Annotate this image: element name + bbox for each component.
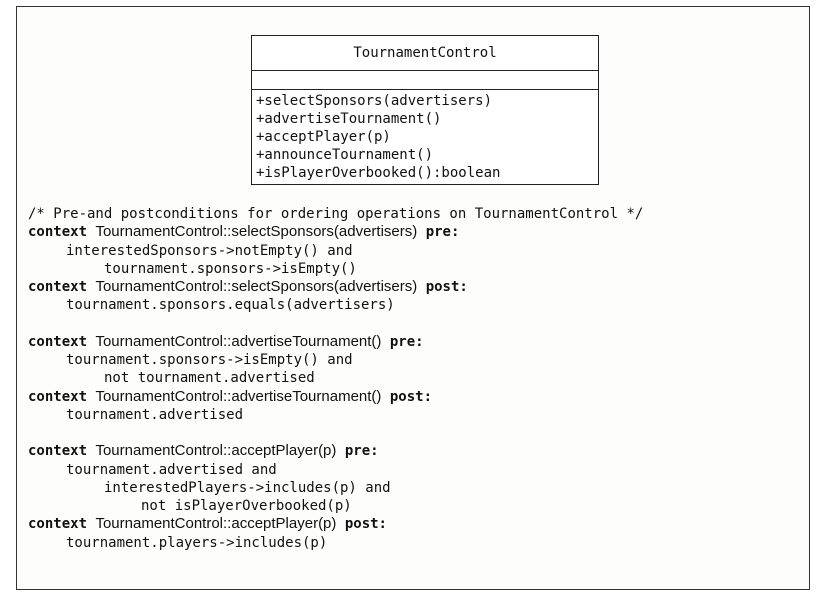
ocl-expression: tournament.sponsors->isEmpty() [104,260,357,277]
context-signature: TournamentControl::acceptPlayer(p) [95,515,337,533]
context-keyword: context [28,516,88,533]
ocl-postcondition-header [28,388,798,406]
ocl-expression: not isPlayerOverbooked(p) [141,498,352,515]
context-signature: TournamentControl::acceptPlayer(p) [95,442,337,460]
ocl-comment: /* Pre-and postconditions for ordering operations on TournamentControl */ [28,206,644,222]
ocl-code-block [28,205,798,552]
section-gap [28,424,798,442]
context-keyword: context [28,333,88,350]
ocl-expression: tournament.sponsors->isEmpty() and [66,352,353,369]
section-gap [28,315,798,333]
ocl-expression: interestedPlayers->includes(p) and [104,479,391,496]
ocl-precondition-header [28,442,798,460]
ocl-expression: tournament.players->includes(p) [66,534,328,551]
pre-keyword: pre: [425,224,460,241]
uml-operation: +selectSponsors(advertisers) [256,93,493,109]
pre-keyword: pre: [389,333,424,350]
ocl-expression: tournament.advertised and [66,461,277,478]
ocl-postcondition-header [28,278,798,296]
context-keyword: context [28,279,88,296]
ocl-expression: not tournament.advertised [104,370,315,387]
ocl-postcondition-header [28,515,798,533]
ocl-expression: tournament.sponsors.equals(advertisers) [66,297,395,314]
uml-class-box [251,35,599,185]
context-signature: TournamentControl::advertiseTournament() [95,387,382,405]
uml-operation: +advertiseTournament() [256,111,442,127]
post-keyword: post: [425,279,468,296]
ocl-precondition-header [28,223,798,241]
uml-class-name: TournamentControl [252,36,598,71]
uml-operation: +isPlayerOverbooked():boolean [256,165,501,181]
uml-attributes-compartment [252,71,598,90]
ocl-expression: interestedSponsors->notEmpty() and [66,242,353,259]
uml-operations-compartment [252,90,598,184]
context-signature: TournamentControl::selectSponsors(advertisers) [95,278,418,296]
context-signature: TournamentControl::selectSponsors(advertisers) [95,223,418,241]
context-keyword: context [28,224,88,241]
context-signature: TournamentControl::advertiseTournament() [95,332,382,350]
context-keyword: context [28,443,88,460]
ocl-precondition-header [28,333,798,351]
uml-operation: +announceTournament() [256,147,434,163]
pre-keyword: pre: [344,443,379,460]
ocl-expression: tournament.advertised [66,406,244,423]
context-keyword: context [28,388,88,405]
post-keyword: post: [344,516,387,533]
uml-operation: +acceptPlayer(p) [256,129,391,145]
post-keyword: post: [389,388,433,405]
